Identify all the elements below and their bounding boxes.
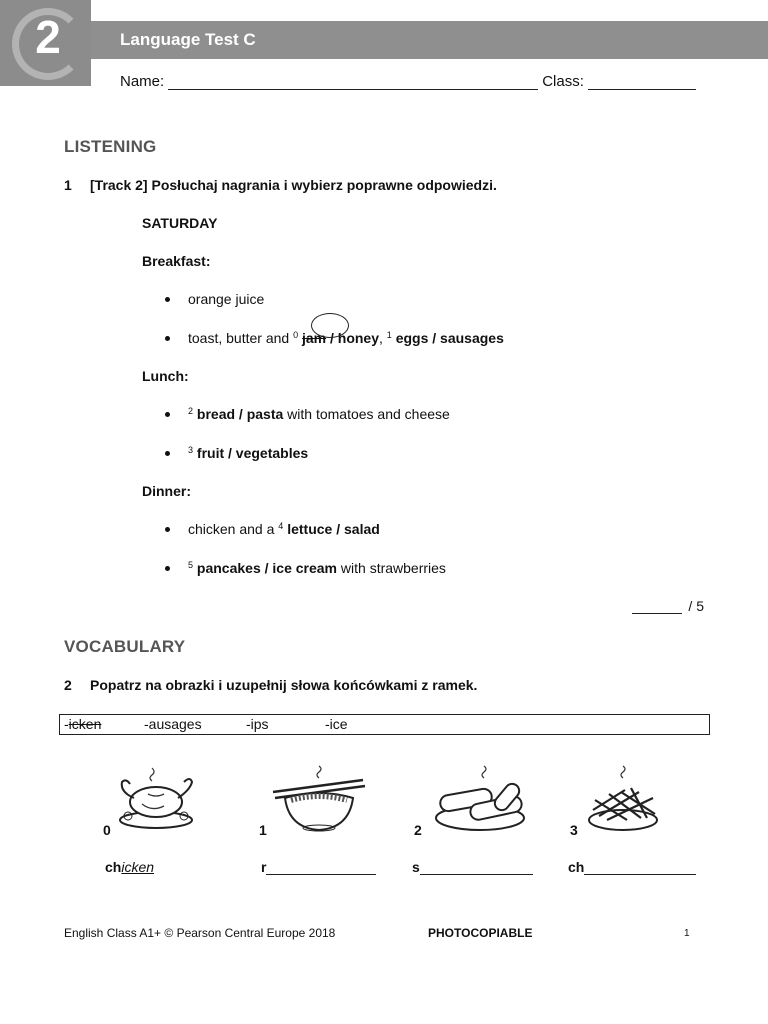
score-listening	[632, 598, 704, 614]
answer-0	[105, 859, 154, 875]
question-number: 4	[278, 521, 284, 531]
answer-field[interactable]	[584, 861, 696, 875]
section-title-listening: LISTENING	[64, 137, 157, 156]
item-suffix: with tomatoes and cheese	[287, 406, 450, 422]
item-prefix: chicken and a	[188, 521, 275, 537]
rice-bowl-icon	[271, 762, 367, 834]
task-text: Popatrz na obrazki i uzupełnij słowa końcówkami z ramek.	[90, 677, 478, 693]
option-jam[interactable]: jam	[301, 330, 327, 346]
item-text	[188, 521, 380, 537]
task-number: 2	[64, 677, 72, 693]
class-label: Class:	[542, 73, 584, 90]
word-option: -ice	[325, 716, 348, 732]
bullet-dot	[165, 451, 170, 456]
item-prefix: toast, butter and	[188, 330, 290, 346]
answer-prefix: ch	[568, 859, 585, 875]
picture-label: 3	[570, 822, 578, 838]
bullet-dot	[165, 527, 170, 532]
footer-copyright: English Class A1+ © Pearson Central Europe 2018	[64, 926, 336, 940]
item-suffix: with strawberries	[340, 560, 446, 576]
name-label: Name:	[120, 73, 165, 90]
question-number: 1	[386, 330, 392, 340]
item-text	[188, 560, 446, 576]
bullet-dot	[165, 412, 170, 417]
bullet-dot	[165, 297, 170, 302]
option-honey[interactable]: / honey	[326, 330, 380, 346]
item-text: toast, butter and $^0$ jam / honey, $^1$ eggs / sausages	[188, 330, 504, 346]
option-fruit-vegetables[interactable]: fruit / vegetables	[196, 445, 309, 461]
name-class-row	[120, 73, 700, 90]
option-bread-pasta[interactable]: bread / pasta	[196, 406, 284, 422]
question-number: 2	[188, 406, 194, 416]
unit-badge	[0, 0, 91, 86]
lunch-heading: Lunch:	[142, 368, 189, 384]
score-field[interactable]	[632, 600, 682, 614]
sausages-icon	[432, 762, 528, 834]
roast-chicken-icon	[114, 762, 200, 834]
task-1-instruction	[64, 177, 497, 193]
picture-label: 0	[103, 822, 111, 838]
item-text	[188, 406, 450, 422]
answer-prefix: r	[261, 859, 267, 875]
class-field[interactable]	[588, 76, 696, 90]
word-option: -ausages	[144, 716, 202, 732]
question-number: 0	[293, 330, 299, 340]
page-number: 1	[684, 928, 690, 939]
dinner-heading: Dinner:	[142, 483, 191, 499]
bullet-dot	[165, 336, 170, 341]
word-option: -icken	[64, 716, 102, 732]
bullet-dot	[165, 566, 170, 571]
option-eggs-sausages[interactable]: eggs / sausages	[395, 330, 504, 346]
item-text: orange juice	[188, 291, 265, 307]
page-title: Language Test C	[120, 30, 256, 49]
title-bar	[91, 21, 768, 59]
example-answer-circle	[311, 313, 349, 338]
section-title-vocabulary: VOCABULARY	[64, 637, 186, 656]
task-number: 1	[64, 177, 72, 193]
option-pancakes-ice-cream[interactable]: pancakes / ice cream	[196, 560, 338, 576]
answer-2	[412, 859, 533, 875]
task-2-instruction	[64, 677, 477, 693]
answer-1	[261, 859, 376, 875]
score-max: / 5	[688, 598, 704, 614]
breakfast-heading: Breakfast:	[142, 253, 211, 269]
unit-number: 2	[35, 11, 61, 63]
option-lettuce-salad[interactable]: lettuce / salad	[287, 521, 380, 537]
footer-photocopiable: PHOTOCOPIABLE	[428, 926, 533, 940]
word-box	[59, 714, 710, 735]
question-number: 3	[188, 445, 194, 455]
word-option: -ips	[246, 716, 269, 732]
answer-prefix: ch	[105, 859, 122, 875]
task-text: [Track 2] Posłuchaj nagrania i wybierz poprawne odpowiedzi.	[90, 177, 497, 193]
picture-label: 1	[259, 822, 267, 838]
answer-3	[568, 859, 696, 875]
answer-prefix: s	[412, 859, 420, 875]
picture-label: 2	[414, 822, 422, 838]
item-text	[188, 445, 308, 461]
answer-field[interactable]	[266, 861, 376, 875]
question-number: 5	[188, 560, 194, 570]
chips-icon	[583, 762, 663, 834]
answer-field[interactable]	[420, 861, 533, 875]
day-heading: SATURDAY	[142, 215, 218, 231]
answer-example: icken	[121, 859, 155, 875]
name-field[interactable]	[168, 76, 538, 90]
